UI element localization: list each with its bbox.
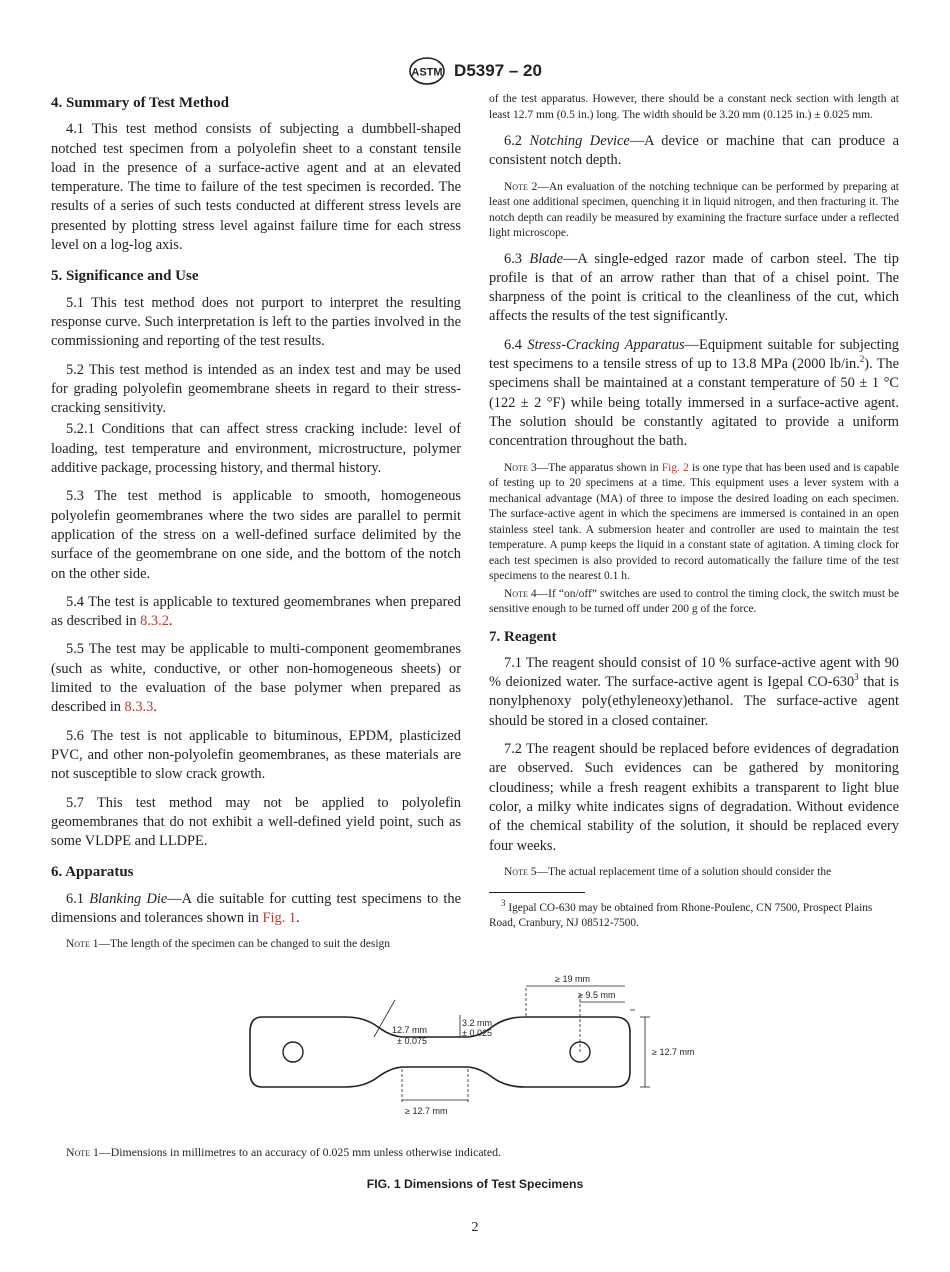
section-8-3-2-link[interactable]: 8.3.2: [140, 613, 169, 630]
left-column: [51, 94, 461, 961]
note-2: Note 2—An evaluation of the notching technique can be performed by preparing at least one additional specimen, quenching it in liquid nitrogen, and then fracturing it. The notch depth can readily be measured by examining the fracture surface under a reflected light microscope.: [489, 180, 899, 240]
note-3: Note 3—The apparatus shown in Fig. 2 is one type that has been used and is capable of testing up to 20 specimens at a time. This equipment uses a lever system with a mechanical advantage (MA) of three to impose the desired loading on each specimen. The surface-active agent in which the specimens are immersed is contained in an open stainless steel tank. A submersion heater and controller are used to maintain the test temperature. A pump keeps the liquid in a constant state of agitation. A timing clock for each test specimen is also provided to record automatically the failure time of the test specimens to the nearest 0.1 h.: [489, 461, 900, 583]
dim-neck-tol: ± 0.025: [462, 1028, 492, 1038]
section-5-heading: 5. Significance and Use: [51, 268, 199, 285]
note-5: Note 5—The actual replacement time of a solution should consider the: [504, 865, 832, 878]
fig-2-link[interactable]: Fig. 2: [661, 461, 689, 474]
paragraph-6-3: 6.3 Blade—A single-edged razor made of carbon steel. The tip profile is that of an arrow rather than that of a chisel point. The sharpness of the point is critical to the cleanliness of the cut, which affects the results of the test significantly.: [489, 250, 899, 325]
note-1-continued: of the test apparatus. However, there should be a constant neck section with length at least 12.7 mm (0.5 in.) long. The width should be 3.20 mm (0.125 in.) ± 0.025 mm.: [489, 93, 899, 121]
right-column: [489, 92, 899, 940]
dim-fillet-tol: ± 0.075: [397, 1036, 427, 1046]
specimen-outline: [250, 1017, 630, 1087]
dim-fillet: 12.7 mm: [392, 1025, 428, 1035]
dim-end-length: ≥ 19 mm: [555, 974, 590, 984]
svg-text:ASTM: ASTM: [411, 66, 443, 79]
specimen-dimensions-figure: [240, 970, 720, 1130]
section-4-heading: 4. Summary of Test Method: [51, 95, 229, 111]
page-header: [0, 56, 950, 86]
dim-neck-width: 3.2 mm: [462, 1018, 493, 1028]
footnote-3: $^3$ Igepal CO-630 may be obtained from Rhone-Poulenc, CN 7500, Prospect Plains Road, Cranbury, NJ 08512-7500.: [489, 898, 873, 930]
left-hole: [283, 1042, 303, 1062]
paragraph-5-7: 5.7 This test method may not be applied to polyolefin geomembranes that do not exhibit a well-defined yield point, such as some VLDPE and LLDPE.: [51, 794, 461, 850]
paragraph-6-2: 6.2 Notching Device—A device or machine that can produce a consistent notch depth.: [489, 133, 899, 169]
paragraph-5-2-1: 5.2.1 Conditions that can affect stress cracking include: level of loading, test temperature and environment, microstructure, polymer additive package, processing history, and thermal history.: [51, 421, 461, 477]
paragraph-5-1: 5.1 This test method does not purport to interpret the resulting response curve. Such interpretation is left to the parties involved in the commissioning and reporting of the test results.: [51, 294, 461, 350]
paragraph-4-1: 4.1 This test method consists of subjecting a dumbbell-shaped notched test specimen from a polyolefin sheet to a constant tensile load in the presence of a surface-active agent and at an elevated temperature. The time to failure of the test specimen is recorded. The results of a series of such tests conducted at different stress levels are presented by plotting stress level against failure time for each stress level on a log-log axis.: [51, 121, 461, 254]
dim-width: ≥ 12.7 mm: [652, 1047, 695, 1057]
note-4: Note 4—If “on/off” switches are used to control the timing clock, the switch must be sensitive enough to be turned off under 200 g of the force.: [489, 587, 899, 616]
astm-logo-icon: [408, 56, 446, 86]
page-number: 2: [471, 1220, 479, 1235]
paragraph-7-1: 7.1 The reagent should consist of 10 % surface-active agent with 90 % deionized water. The surface-active agent is Igepal $CO-630^3$ that is nonylphenoxy poly(ethyleneoxy)ethanol. The surface-active agent should be stored in a closed container.: [489, 654, 899, 729]
paragraph-6-1: 6.1 Blanking Die—A die suitable for cutting test specimens to the dimensions and tolerances shown in Fig. 1.: [51, 890, 461, 926]
footnote-divider: [489, 892, 585, 893]
section-7-heading: 7. Reagent: [489, 628, 557, 645]
dim-neck-length: ≥ 12.7 mm: [405, 1106, 448, 1116]
paragraph-5-4: 5.4 The test is applicable to textured geomembranes when prepared as described in 8.3.2.: [51, 593, 461, 630]
section-8-3-3-link[interactable]: 8.3.3: [124, 699, 154, 716]
dim-hole: ≥ 9.5 mm: [578, 990, 616, 1000]
paragraph-5-5: 5.5 The test may be applicable to multi-component geomembranes (such as white, conductive, or other non-homogeneous sheets) or limited to the evaluation of the base polymer when prepared as described in 8.3.3.: [51, 641, 461, 716]
figure-caption: FIG. 1 Dimensions of Test Specimens: [366, 1177, 584, 1191]
figure-note: Note 1—Dimensions in millimetres to an accuracy of 0.025 mm unless otherwise indicated.: [66, 1145, 501, 1159]
section-6-heading: 6. Apparatus: [51, 864, 134, 881]
note-1: Note 1—The length of the specimen can be changed to suit the design: [66, 938, 391, 951]
paragraph-5-6: 5.6 The test is not applicable to bituminous, EPDM, plasticized PVC, and other non-polyolefin geomembranes, as these materials are not susceptible to slow crack growth.: [51, 727, 461, 783]
standard-code: D5397 – 20: [454, 61, 542, 80]
paragraph-5-2: 5.2 This test method is intended as an index test and may be used for grading polyolefin geomembrane sheets in regard to their stress-cracking sensitivity.: [51, 361, 461, 417]
paragraph-5-3: 5.3 The test method is applicable to smooth, homogeneous polyolefin geomembranes where the two sides are parallel to permit application of the stress on a well-defined surface delimited by the surface of the geomembrane on one side, and the bottom of the notch on the other side.: [51, 488, 461, 582]
paragraph-6-4: 6.4 Stress-Cracking Apparatus—Equipment suitable for subjecting test specimens to a tensile stress of up to 13.8 MPa (2000 lb/in.$^2$). The specimens shall be maintained at a constant temperature of 50 ± 1 °C (122 ± 2 °F) while being totally immersed in a surface-active agent. The solution should be constantly agitated to provide a uniform concentration throughout the bath.: [489, 336, 900, 450]
fig-1-link[interactable]: Fig. 1: [262, 909, 297, 926]
paragraph-7-2: 7.2 The reagent should be replaced before evidences of degradation are observed. Such evidences can be gathered by monitoring cloudiness; while a fresh reagent exhibits a transparent to light blue color, a milky white indicates signs of degradation. Without evidence of the chemical stability of the solution, it should be replaced every four weeks.: [489, 741, 899, 854]
